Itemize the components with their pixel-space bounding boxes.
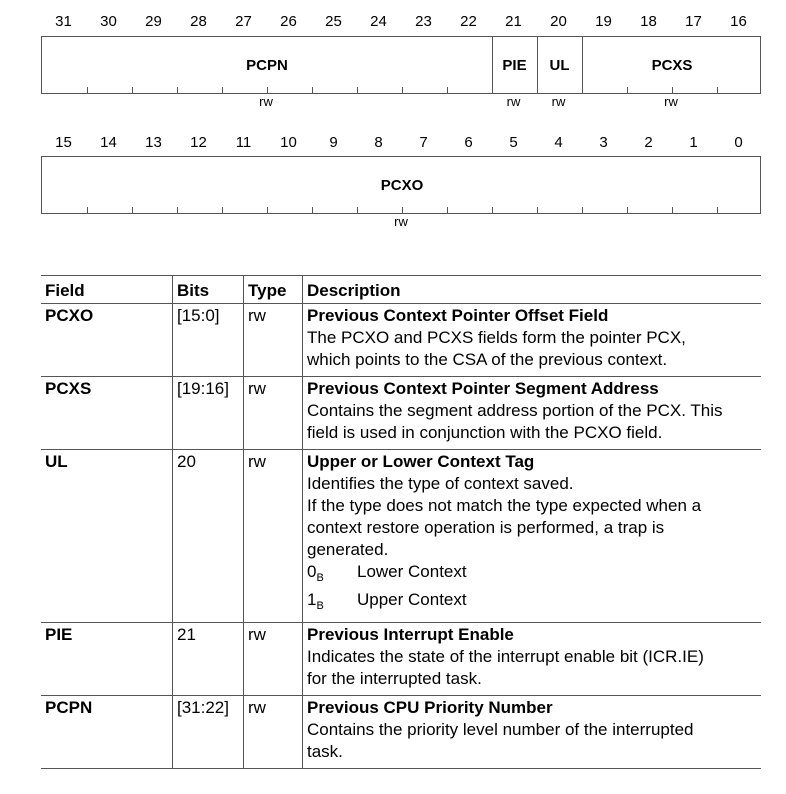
bit-tick <box>357 207 358 213</box>
bit-tick <box>447 87 448 93</box>
enum-value-row <box>307 561 757 589</box>
bit-tick <box>267 207 268 213</box>
bit-number: 22 <box>460 13 477 30</box>
field-pie: PIE <box>502 56 527 74</box>
field-pcxs: PCXS <box>651 56 693 74</box>
bit-tick <box>537 207 538 213</box>
bit-tick <box>222 207 223 213</box>
description-line: If the type does not match the type expected when a <box>307 496 702 515</box>
bit-number: 20 <box>550 13 567 30</box>
table-row <box>41 304 761 377</box>
row-type: rw <box>244 696 303 769</box>
row-bits: [15:0] <box>173 304 244 377</box>
description-title: Previous Interrupt Enable <box>307 625 514 644</box>
bit-number: 15 <box>55 134 72 151</box>
bit-tick <box>267 87 268 93</box>
row-description <box>303 450 762 623</box>
bit-tick <box>672 207 673 213</box>
access-pcxs: rw <box>664 94 678 109</box>
description-line: context restore operation is performed, a trap is <box>307 518 665 537</box>
row-field: PCXO <box>45 306 94 325</box>
enum-label: Upper Context <box>357 590 467 609</box>
bit-number: 17 <box>685 13 702 30</box>
row-field: PCXS <box>45 379 92 398</box>
bit-tick <box>402 87 403 93</box>
row-field: PIE <box>45 625 73 644</box>
bit-tick <box>312 207 313 213</box>
description-line: generated. <box>307 540 389 559</box>
register-lower <box>41 156 761 214</box>
bit-number: 18 <box>640 13 657 30</box>
description-line: Contains the priority level number of the interrupted <box>307 720 694 739</box>
bit-tick <box>312 87 313 93</box>
bit-tick <box>402 207 403 213</box>
table-row <box>41 377 761 450</box>
bit-number: 6 <box>464 134 473 151</box>
bit-tick <box>87 87 88 93</box>
row-type: rw <box>244 623 303 696</box>
description-line: for the interrupted task. <box>307 669 482 688</box>
table-row <box>41 450 761 623</box>
access-pcxo: rw <box>394 214 408 229</box>
bit-number: 27 <box>235 13 252 30</box>
bit-tick <box>177 87 178 93</box>
bit-tick <box>627 207 628 213</box>
table-header-row <box>41 276 761 304</box>
description-title: Previous CPU Priority Number <box>307 698 553 717</box>
bit-numbers-upper <box>41 13 761 33</box>
bit-tick <box>222 87 223 93</box>
description-line: task. <box>307 742 343 761</box>
row-bits: [31:22] <box>173 696 244 769</box>
field-pcxo: PCXO <box>380 176 424 194</box>
row-bits: [19:16] <box>173 377 244 450</box>
header-type: Type <box>244 276 303 304</box>
field-table <box>41 275 761 769</box>
table-row <box>41 696 761 769</box>
bit-tick <box>672 87 673 93</box>
description-line: Indicates the state of the interrupt enable bit (ICR.IE) <box>307 647 704 666</box>
bit-number: 21 <box>505 13 522 30</box>
bit-tick <box>132 207 133 213</box>
enum-value: $0_B$ <box>307 562 324 584</box>
description-title: Previous Context Pointer Offset Field <box>307 306 609 325</box>
description-line: The PCXO and PCXS fields form the pointer PCX, <box>307 328 686 347</box>
header-description: Description <box>303 276 762 304</box>
bit-number: 25 <box>325 13 342 30</box>
bit-number: 2 <box>644 134 653 151</box>
header-field: Field <box>45 281 85 300</box>
bit-tick <box>717 87 718 93</box>
row-bits: 20 <box>173 450 244 623</box>
bit-number: 1 <box>689 134 698 151</box>
row-type: rw <box>244 304 303 377</box>
bit-number: 24 <box>370 13 387 30</box>
bit-tick <box>447 207 448 213</box>
bit-tick <box>717 207 718 213</box>
row-description <box>303 623 762 696</box>
bit-number: 29 <box>145 13 162 30</box>
bit-tick <box>132 87 133 93</box>
field-ul: UL <box>549 56 570 74</box>
bit-number: 26 <box>280 13 297 30</box>
bit-tick <box>177 207 178 213</box>
row-type: rw <box>244 377 303 450</box>
description-line: field is used in conjunction with the PCXO field. <box>307 423 663 442</box>
row-field: PCPN <box>45 698 93 717</box>
bit-number: 31 <box>55 13 72 30</box>
bit-number: 11 <box>235 134 252 151</box>
bit-number: 12 <box>190 134 207 151</box>
bit-number: 16 <box>730 13 747 30</box>
bit-number: 9 <box>329 134 338 151</box>
bit-number: 0 <box>734 134 743 151</box>
description-title: Upper or Lower Context Tag <box>307 452 535 471</box>
bit-number: 14 <box>100 134 117 151</box>
bit-tick <box>627 87 628 93</box>
description-line: Identifies the type of context saved. <box>307 474 574 493</box>
bit-number: 4 <box>554 134 563 151</box>
bit-number: 5 <box>509 134 518 151</box>
field-pcpn: PCPN <box>246 56 288 74</box>
row-field: UL <box>45 452 68 471</box>
table-row <box>41 623 761 696</box>
bit-tick <box>357 87 358 93</box>
register-upper <box>41 36 761 94</box>
access-pie: rw <box>506 94 521 109</box>
bit-number: 28 <box>190 13 207 30</box>
bit-number: 23 <box>415 13 432 30</box>
header-bits: Bits <box>173 276 244 304</box>
bit-number: 7 <box>419 134 428 151</box>
bit-numbers-lower <box>41 134 761 154</box>
bit-tick <box>582 207 583 213</box>
bit-number: 13 <box>145 134 162 151</box>
access-pcpn: rw <box>259 94 273 109</box>
row-description <box>303 377 762 450</box>
enum-value: $1_B$ <box>307 590 324 612</box>
description-title: Previous Context Pointer Segment Address <box>307 379 659 398</box>
row-type: rw <box>244 450 303 623</box>
row-description <box>303 696 762 769</box>
enum-value-row <box>307 589 757 617</box>
bit-number: 19 <box>595 13 612 30</box>
enum-label: Lower Context <box>357 562 467 581</box>
bit-tick <box>87 207 88 213</box>
row-description <box>303 304 762 377</box>
access-ul: rw <box>551 94 566 109</box>
row-bits: 21 <box>173 623 244 696</box>
bit-number: 8 <box>374 134 383 151</box>
bit-number: 10 <box>280 134 297 151</box>
bit-number: 30 <box>100 13 117 30</box>
bit-tick <box>492 207 493 213</box>
description-line: which points to the CSA of the previous context. <box>307 350 668 369</box>
description-line: Contains the segment address portion of the PCX. This <box>307 401 723 420</box>
bit-number: 3 <box>599 134 608 151</box>
